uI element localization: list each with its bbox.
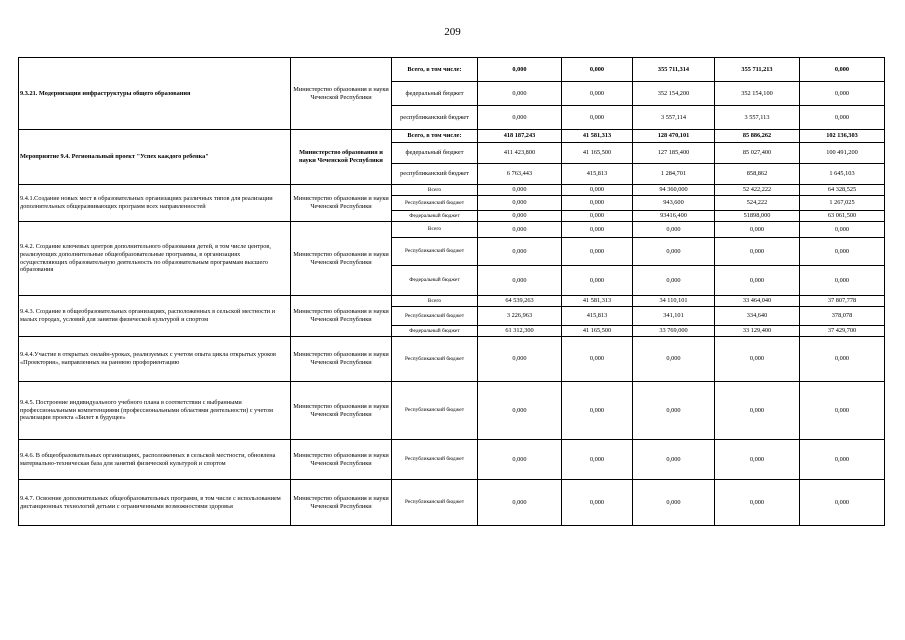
amount-cell: 0,000 (633, 222, 715, 238)
executor-cell: Министерство образования и науки Чеченской Республики (291, 130, 392, 185)
table-row (19, 480, 885, 526)
amount-cell: 0,000 (800, 222, 885, 238)
amount-cell: 0,000 (800, 382, 885, 440)
amount-cell: 127 185,400 (633, 143, 715, 164)
amount-cell: 33 769,000 (633, 326, 715, 337)
amount-cell: 0,000 (800, 440, 885, 480)
amount-cell: 415,813 (562, 307, 633, 326)
amount-cell: 0,000 (478, 106, 562, 130)
amount-cell: 33 464,040 (715, 296, 800, 307)
amount-cell: 0,000 (800, 82, 885, 106)
amount-cell: 34 110,101 (633, 296, 715, 307)
activity-name: 9.4.6. В общеобразовательных организациях, расположенных в сельской местности, обновлена материально-техническая база для занятий физической культурой и спортом (19, 440, 291, 480)
funding-source: Всего (392, 185, 478, 196)
funding-source: Федеральный бюджет (392, 266, 478, 296)
funding-source: Республиканский бюджет (392, 238, 478, 266)
activity-name: 9.4.4.Участие в открытых онлайн-уроках, реализуемых с учетом опыта цикла открытых уроков «Проектория», направленных на раннюю профориентацию (19, 337, 291, 382)
amount-cell: 33 129,400 (715, 326, 800, 337)
activity-name: 9.4.2. Создание ключевых центров дополнительного образования детей, в том числе центров, реализующих дополнительные общеобразовательные программы, в организациях осуществляющих образовательную деятельность по образовательным программам высшего образования (19, 222, 291, 296)
table-row (19, 222, 885, 238)
funding-source: Республиканский бюджет (392, 307, 478, 326)
amount-cell: 524,222 (715, 196, 800, 211)
table-row (19, 337, 885, 382)
amount-cell: 100 491,200 (800, 143, 885, 164)
amount-cell: 0,000 (478, 382, 562, 440)
amount-cell: 3 557,113 (715, 106, 800, 130)
amount-cell: 63 061,500 (800, 211, 885, 222)
amount-cell: 93416,400 (633, 211, 715, 222)
table-row (19, 185, 885, 196)
amount-cell: 0,000 (633, 238, 715, 266)
amount-cell: 1 284,701 (633, 164, 715, 185)
amount-cell: 37 807,778 (800, 296, 885, 307)
executor-cell: Министерство образования и науки Чеченской Республики (291, 222, 392, 296)
amount-cell: 0,000 (562, 58, 633, 82)
amount-cell: 1 645,103 (800, 164, 885, 185)
activity-name: 9.4.1.Создание новых мест в образовательных организациях различных типов для реализации дополнительных общеразвивающих программ всех направленностей (19, 185, 291, 222)
amount-cell: 858,862 (715, 164, 800, 185)
amount-cell: 3 226,963 (478, 307, 562, 326)
amount-cell: 0,000 (562, 211, 633, 222)
amount-cell: 0,000 (562, 106, 633, 130)
table-row (19, 58, 885, 82)
funding-source: федеральный бюджет (392, 143, 478, 164)
activity-name: 9.4.7. Освоение дополнительных общеобразовательных программ, в том числе с использованием дистанционных технологий детьми с ограниченными возможностями здоровья (19, 480, 291, 526)
amount-cell: 355 711,213 (715, 58, 800, 82)
amount-cell: 0,000 (715, 222, 800, 238)
amount-cell: 102 136,303 (800, 130, 885, 143)
amount-cell: 0,000 (800, 58, 885, 82)
amount-cell: 0,000 (800, 238, 885, 266)
funding-source: Республиканский бюджет (392, 382, 478, 440)
table-row (19, 296, 885, 307)
executor-cell: Министерство образования и науки Чеченской Республики (291, 185, 392, 222)
activity-name: 9.4.3. Создание в общеобразовательных организациях, расположенных в сельской местности и малых городах, условий для занятия физической культурой и спортом (19, 296, 291, 337)
amount-cell: 41 165,500 (562, 326, 633, 337)
amount-cell: 51898,000 (715, 211, 800, 222)
budget-table (18, 57, 885, 526)
amount-cell: 0,000 (715, 480, 800, 526)
amount-cell: 0,000 (478, 185, 562, 196)
amount-cell: 0,000 (478, 211, 562, 222)
activity-name: 9.3.21. Модернизация инфраструктуры общего образования (19, 58, 291, 130)
amount-cell: 378,078 (800, 307, 885, 326)
amount-cell: 0,000 (562, 337, 633, 382)
amount-cell: 0,000 (800, 480, 885, 526)
funding-source: федеральный бюджет (392, 82, 478, 106)
amount-cell: 943,600 (633, 196, 715, 211)
executor-cell: Министерство образования и науки Чеченской Республики (291, 440, 392, 480)
funding-source: Всего (392, 296, 478, 307)
activity-name: Мероприятие 9.4. Региональный проект "Успех каждого ребенка" (19, 130, 291, 185)
executor-cell: Министерство образования и науки Чеченской Республики (291, 382, 392, 440)
amount-cell: 341,101 (633, 307, 715, 326)
amount-cell: 0,000 (562, 266, 633, 296)
amount-cell: 0,000 (562, 440, 633, 480)
amount-cell: 64 539,263 (478, 296, 562, 307)
amount-cell: 0,000 (715, 266, 800, 296)
funding-source: Республиканский бюджет (392, 337, 478, 382)
funding-source: Всего (392, 222, 478, 238)
amount-cell: 0,000 (800, 266, 885, 296)
amount-cell: 334,640 (715, 307, 800, 326)
amount-cell: 0,000 (478, 480, 562, 526)
executor-cell: Министерство образования и науки Чеченской Республики (291, 296, 392, 337)
executor-cell: Министерство образования и науки Чеченской Республики (291, 337, 392, 382)
amount-cell: 0,000 (562, 185, 633, 196)
amount-cell: 52 422,222 (715, 185, 800, 196)
amount-cell: 1 267,025 (800, 196, 885, 211)
amount-cell: 94 360,000 (633, 185, 715, 196)
amount-cell: 6 763,443 (478, 164, 562, 185)
amount-cell: 0,000 (800, 337, 885, 382)
amount-cell: 0,000 (633, 337, 715, 382)
amount-cell: 0,000 (633, 480, 715, 526)
amount-cell: 64 328,525 (800, 185, 885, 196)
amount-cell: 85 027,400 (715, 143, 800, 164)
amount-cell: 352 154,200 (633, 82, 715, 106)
amount-cell: 0,000 (633, 382, 715, 440)
amount-cell: 0,000 (715, 440, 800, 480)
amount-cell: 0,000 (478, 238, 562, 266)
amount-cell: 0,000 (562, 196, 633, 211)
funding-source: Республиканский бюджет (392, 440, 478, 480)
amount-cell: 418 187,243 (478, 130, 562, 143)
funding-source: Федеральный бюджет (392, 211, 478, 222)
amount-cell: 0,000 (715, 382, 800, 440)
amount-cell: 0,000 (562, 222, 633, 238)
funding-source: Республиканский бюджет (392, 196, 478, 211)
amount-cell: 0,000 (715, 238, 800, 266)
amount-cell: 0,000 (478, 266, 562, 296)
funding-source: Республиканский бюджет (392, 480, 478, 526)
amount-cell: 41 165,500 (562, 143, 633, 164)
amount-cell: 0,000 (478, 222, 562, 238)
amount-cell: 0,000 (478, 196, 562, 211)
amount-cell: 0,000 (478, 58, 562, 82)
amount-cell: 41 581,313 (562, 296, 633, 307)
funding-source: республиканский бюджет (392, 164, 478, 185)
amount-cell: 0,000 (478, 440, 562, 480)
amount-cell: 415,813 (562, 164, 633, 185)
funding-source: Федеральный бюджет (392, 326, 478, 337)
amount-cell: 3 557,114 (633, 106, 715, 130)
funding-source: Всего, в том числе: (392, 58, 478, 82)
amount-cell: 0,000 (633, 440, 715, 480)
activity-name: 9.4.5. Построение индивидуального учебного плана в соответствии с выбранными профессиональными компетенциями (профессиональными областями деятельности) с учетом реализации проекта «Билет в будущее» (19, 382, 291, 440)
amount-cell: 41 581,313 (562, 130, 633, 143)
funding-source: республиканский бюджет (392, 106, 478, 130)
amount-cell: 128 470,101 (633, 130, 715, 143)
amount-cell: 352 154,100 (715, 82, 800, 106)
table-row (19, 382, 885, 440)
table-row (19, 130, 885, 143)
amount-cell: 61 312,300 (478, 326, 562, 337)
amount-cell: 0,000 (478, 82, 562, 106)
amount-cell: 355 711,314 (633, 58, 715, 82)
page-number: 209 (444, 26, 461, 38)
funding-source: Всего, в том числе: (392, 130, 478, 143)
amount-cell: 0,000 (800, 106, 885, 130)
amount-cell: 0,000 (715, 337, 800, 382)
executor-cell: Министерство образования и науки Чеченской Республики (291, 58, 392, 130)
amount-cell: 0,000 (562, 82, 633, 106)
amount-cell: 411 423,800 (478, 143, 562, 164)
amount-cell: 0,000 (562, 238, 633, 266)
amount-cell: 85 886,262 (715, 130, 800, 143)
table-row (19, 440, 885, 480)
amount-cell: 0,000 (478, 337, 562, 382)
amount-cell: 37 429,700 (800, 326, 885, 337)
amount-cell: 0,000 (633, 266, 715, 296)
amount-cell: 0,000 (562, 382, 633, 440)
executor-cell: Министерство образования и науки Чеченской Республики (291, 480, 392, 526)
amount-cell: 0,000 (562, 480, 633, 526)
